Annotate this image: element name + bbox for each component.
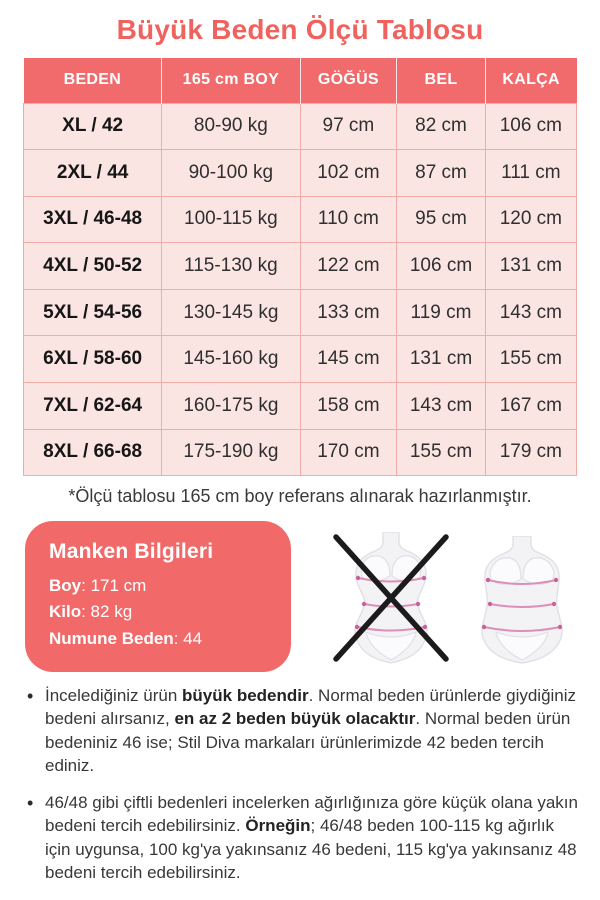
value-cell: 106 cm xyxy=(485,103,576,150)
table-row xyxy=(24,383,577,430)
value-cell: 131 cm xyxy=(485,243,576,290)
value-cell: 131 cm xyxy=(397,336,485,383)
reference-footnote: *Ölçü tablosu 165 cm boy referans alınarak hazırlanmıştır. xyxy=(68,486,532,506)
value-cell: 158 cm xyxy=(300,383,397,430)
value-cell: 111 cm xyxy=(485,150,576,197)
column-header: GÖĞÜS xyxy=(300,58,397,103)
value-cell: 130-145 kg xyxy=(162,289,300,336)
value-cell: 95 cm xyxy=(397,196,485,243)
value-cell: 133 cm xyxy=(300,289,397,336)
page-title: Büyük Beden Ölçü Tablosu xyxy=(116,14,484,45)
value-cell: 90-100 kg xyxy=(162,150,300,197)
size-table xyxy=(23,58,577,476)
size-cell: 8XL / 66-68 xyxy=(24,429,162,476)
note-item-double-size: • 46/48 gibi çiftli bedenleri incelerken ağırlığınıza göre küçük olana yakın bedeni tercih edebilirsiniz. Örneğin; 46/48 beden 100-115 kg ağırlık için uygunsa, 100 kg'ya yakınsanız 46 bedeni, 115 kg'ya yakınsanız 48 bedeni tercih edebilirsiniz. xyxy=(24,791,580,885)
value-cell: 120 cm xyxy=(485,196,576,243)
value-cell: 115-130 kg xyxy=(162,243,300,290)
model-info-title: Manken Bilgileri xyxy=(49,540,214,563)
value-cell: 102 cm xyxy=(300,150,397,197)
column-header: BEL xyxy=(397,58,485,103)
size-cell: 5XL / 54-56 xyxy=(24,289,162,336)
column-header: KALÇA xyxy=(485,58,576,103)
value-cell: 122 cm xyxy=(300,243,397,290)
table-row xyxy=(24,336,577,383)
value-cell: 155 cm xyxy=(397,429,485,476)
model-weight-line: Kilo: 82 kg xyxy=(49,602,133,622)
plus-body-measurements-icon xyxy=(466,536,578,664)
value-cell: 145-160 kg xyxy=(162,336,300,383)
info-notes-list xyxy=(24,684,580,898)
value-cell: 143 cm xyxy=(397,383,485,430)
slim-body-crossed-icon xyxy=(328,532,454,664)
table-row xyxy=(24,429,577,476)
size-table-header xyxy=(24,58,577,103)
table-row xyxy=(24,243,577,290)
table-row xyxy=(24,150,577,197)
size-table-body xyxy=(24,103,577,476)
size-cell: XL / 42 xyxy=(24,103,162,150)
value-cell: 179 cm xyxy=(485,429,576,476)
value-cell: 143 cm xyxy=(485,289,576,336)
value-cell: 167 cm xyxy=(485,383,576,430)
value-cell: 110 cm xyxy=(300,196,397,243)
value-cell: 155 cm xyxy=(485,336,576,383)
value-cell: 97 cm xyxy=(300,103,397,150)
value-cell: 160-175 kg xyxy=(162,383,300,430)
column-header: BEDEN xyxy=(24,58,162,103)
size-cell: 7XL / 62-64 xyxy=(24,383,162,430)
value-cell: 100-115 kg xyxy=(162,196,300,243)
table-row xyxy=(24,196,577,243)
value-cell: 119 cm xyxy=(397,289,485,336)
model-info-card xyxy=(25,521,291,672)
size-cell: 4XL / 50-52 xyxy=(24,243,162,290)
table-header-row xyxy=(24,58,577,103)
model-sample-size-line: Numune Beden: 44 xyxy=(49,628,203,648)
size-cell: 6XL / 58-60 xyxy=(24,336,162,383)
note-item-plus-size: • İncelediğiniz ürün büyük bedendir. Normal beden ürünlerde giydiğiniz bedeni alırsanız, en az 2 beden büyük olacaktır. Normal beden ürün bedeniniz 46 ise; Stil Diva markaları ürünlerimizde 42 beden tercih ediniz. xyxy=(24,684,580,778)
value-cell: 87 cm xyxy=(397,150,485,197)
model-height-line: Boy: 171 cm xyxy=(49,576,147,595)
value-cell: 82 cm xyxy=(397,103,485,150)
column-header: 165 cm BOY xyxy=(162,58,300,103)
size-cell: 3XL / 46-48 xyxy=(24,196,162,243)
value-cell: 145 cm xyxy=(300,336,397,383)
value-cell: 80-90 kg xyxy=(162,103,300,150)
size-cell: 2XL / 44 xyxy=(24,150,162,197)
value-cell: 106 cm xyxy=(397,243,485,290)
table-row xyxy=(24,103,577,150)
value-cell: 175-190 kg xyxy=(162,429,300,476)
value-cell: 170 cm xyxy=(300,429,397,476)
table-row xyxy=(24,289,577,336)
